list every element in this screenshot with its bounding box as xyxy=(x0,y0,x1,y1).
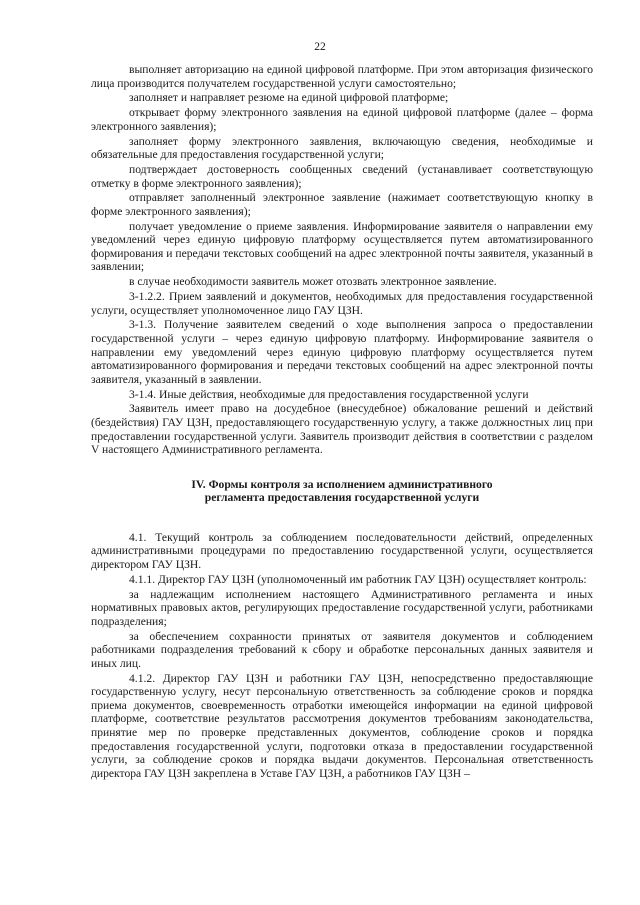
paragraph: 3-1.3. Получение заявителем сведений о ходе выполнения запроса о предоставлении государственной услуги – через единую цифровую платформу. Информирование заявителя о направлении ему уведомлений через единую цифровую платформу осуществляется путем автоматизированного формирования и передачи текстовых сообщений на адрес электронной почты заявителя, указанный в заявлении. xyxy=(91,318,593,386)
paragraph: за обеспечением сохранности принятых от заявителя документов и соблюдением работниками подразделения требований к сбору и обработке персональных данных заявителя и иных лиц. xyxy=(91,629,593,670)
paragraph: в случае необходимости заявитель может отозвать электронное заявление. xyxy=(129,275,497,289)
paragraph: Заявитель имеет право на досудебное (внесудебное) обжалование решений и действий (бездействия) ГАУ ЦЗН, предоставляющего государственную услугу, а также должностных лиц при предоставлении государственной услуги. Заявитель производит действия в соответствии с разделом V настоящего Административного регламента. xyxy=(91,402,593,457)
page-number: 22 xyxy=(314,40,326,53)
heading-line-1: IV. Формы контроля за исполнением административного xyxy=(191,477,493,491)
paragraph: подтверждает достоверность сообщенных сведений (устанавливает соответствующую отметку в форме электронного заявления); xyxy=(91,162,593,190)
heading-line-2: регламента предоставления государственной услуги xyxy=(204,491,480,505)
paragraph: заполняет и направляет резюме на единой цифровой платформе; xyxy=(129,91,449,105)
paragraph: 3-1.2.2. Прием заявлений и документов, необходимых для предоставления государственной услуги, осуществляет уполномоченное лицо ГАУ ЦЗН. xyxy=(91,290,593,317)
paragraph: выполняет авторизацию на единой цифровой платформе. При этом авторизация физического лица производится получателем государственной услуги самостоятельно; xyxy=(91,63,593,90)
paragraph: получает уведомление о приеме заявления. Информирование заявителя о направлении ему уведомлений через единую цифровую платформу осуществляется путем автоматизированного формирования и передачи текстовых сообщений на адрес электронной почты заявителя, указанный в заявлении; xyxy=(91,219,593,274)
document-body xyxy=(91,63,593,782)
paragraph: заполняет форму электронного заявления, включающую сведения, необходимые и обязательные для предоставления государственной услуги; xyxy=(91,134,593,162)
paragraph: 4.1.1. Директор ГАУ ЦЗН (уполномоченный им работник ГАУ ЦЗН) осуществляет контроль: xyxy=(129,572,587,586)
paragraph: за надлежащим исполнением настоящего Административного регламента и иных нормативных правовых актов, регулирующих предоставление государственной услуги, работниками подразделения; xyxy=(91,587,593,628)
paragraph: открывает форму электронного заявления на единой цифровой платформе (далее – форма электронного заявления); xyxy=(91,106,593,133)
section-4-text xyxy=(91,531,593,780)
section-3-text xyxy=(91,63,593,457)
paragraph: 3-1.4. Иные действия, необходимые для предоставления государственной услуги xyxy=(129,387,529,401)
paragraph: отправляет заполненный электронное заявление (нажимает соответствующую кнопку в форме электронного заявления); xyxy=(91,191,593,218)
section-4-heading xyxy=(91,478,593,505)
paragraph: 4.1. Текущий контроль за соблюдением последовательности действий, определенных административными процедурами по предоставлению государственной услуги, осуществляется директором ГАУ ЦЗН. xyxy=(91,530,593,572)
paragraph: 4.1.2. Директор ГАУ ЦЗН и работники ГАУ ЦЗН, непосредственно предоставляющие государственную услугу, несут персональную ответственность за соблюдение сроков и порядка приема документов, своевременность отработки имеющейся информации на единой цифровой платформе, соответствие результатов рассмотрения документов требованиям законодательства, принятие мер по проверке представленных документов, соблюдение сроков и порядка предоставления государственной услуги, подготовки отказа в предоставлении государственной услуги, за соблюдение сроков и порядка выдачи документов. Персональная ответственность директора ГАУ ЦЗН закреплена в Уставе ГАУ ЦЗН, а работников ГАУ ЦЗН – xyxy=(91,671,593,780)
